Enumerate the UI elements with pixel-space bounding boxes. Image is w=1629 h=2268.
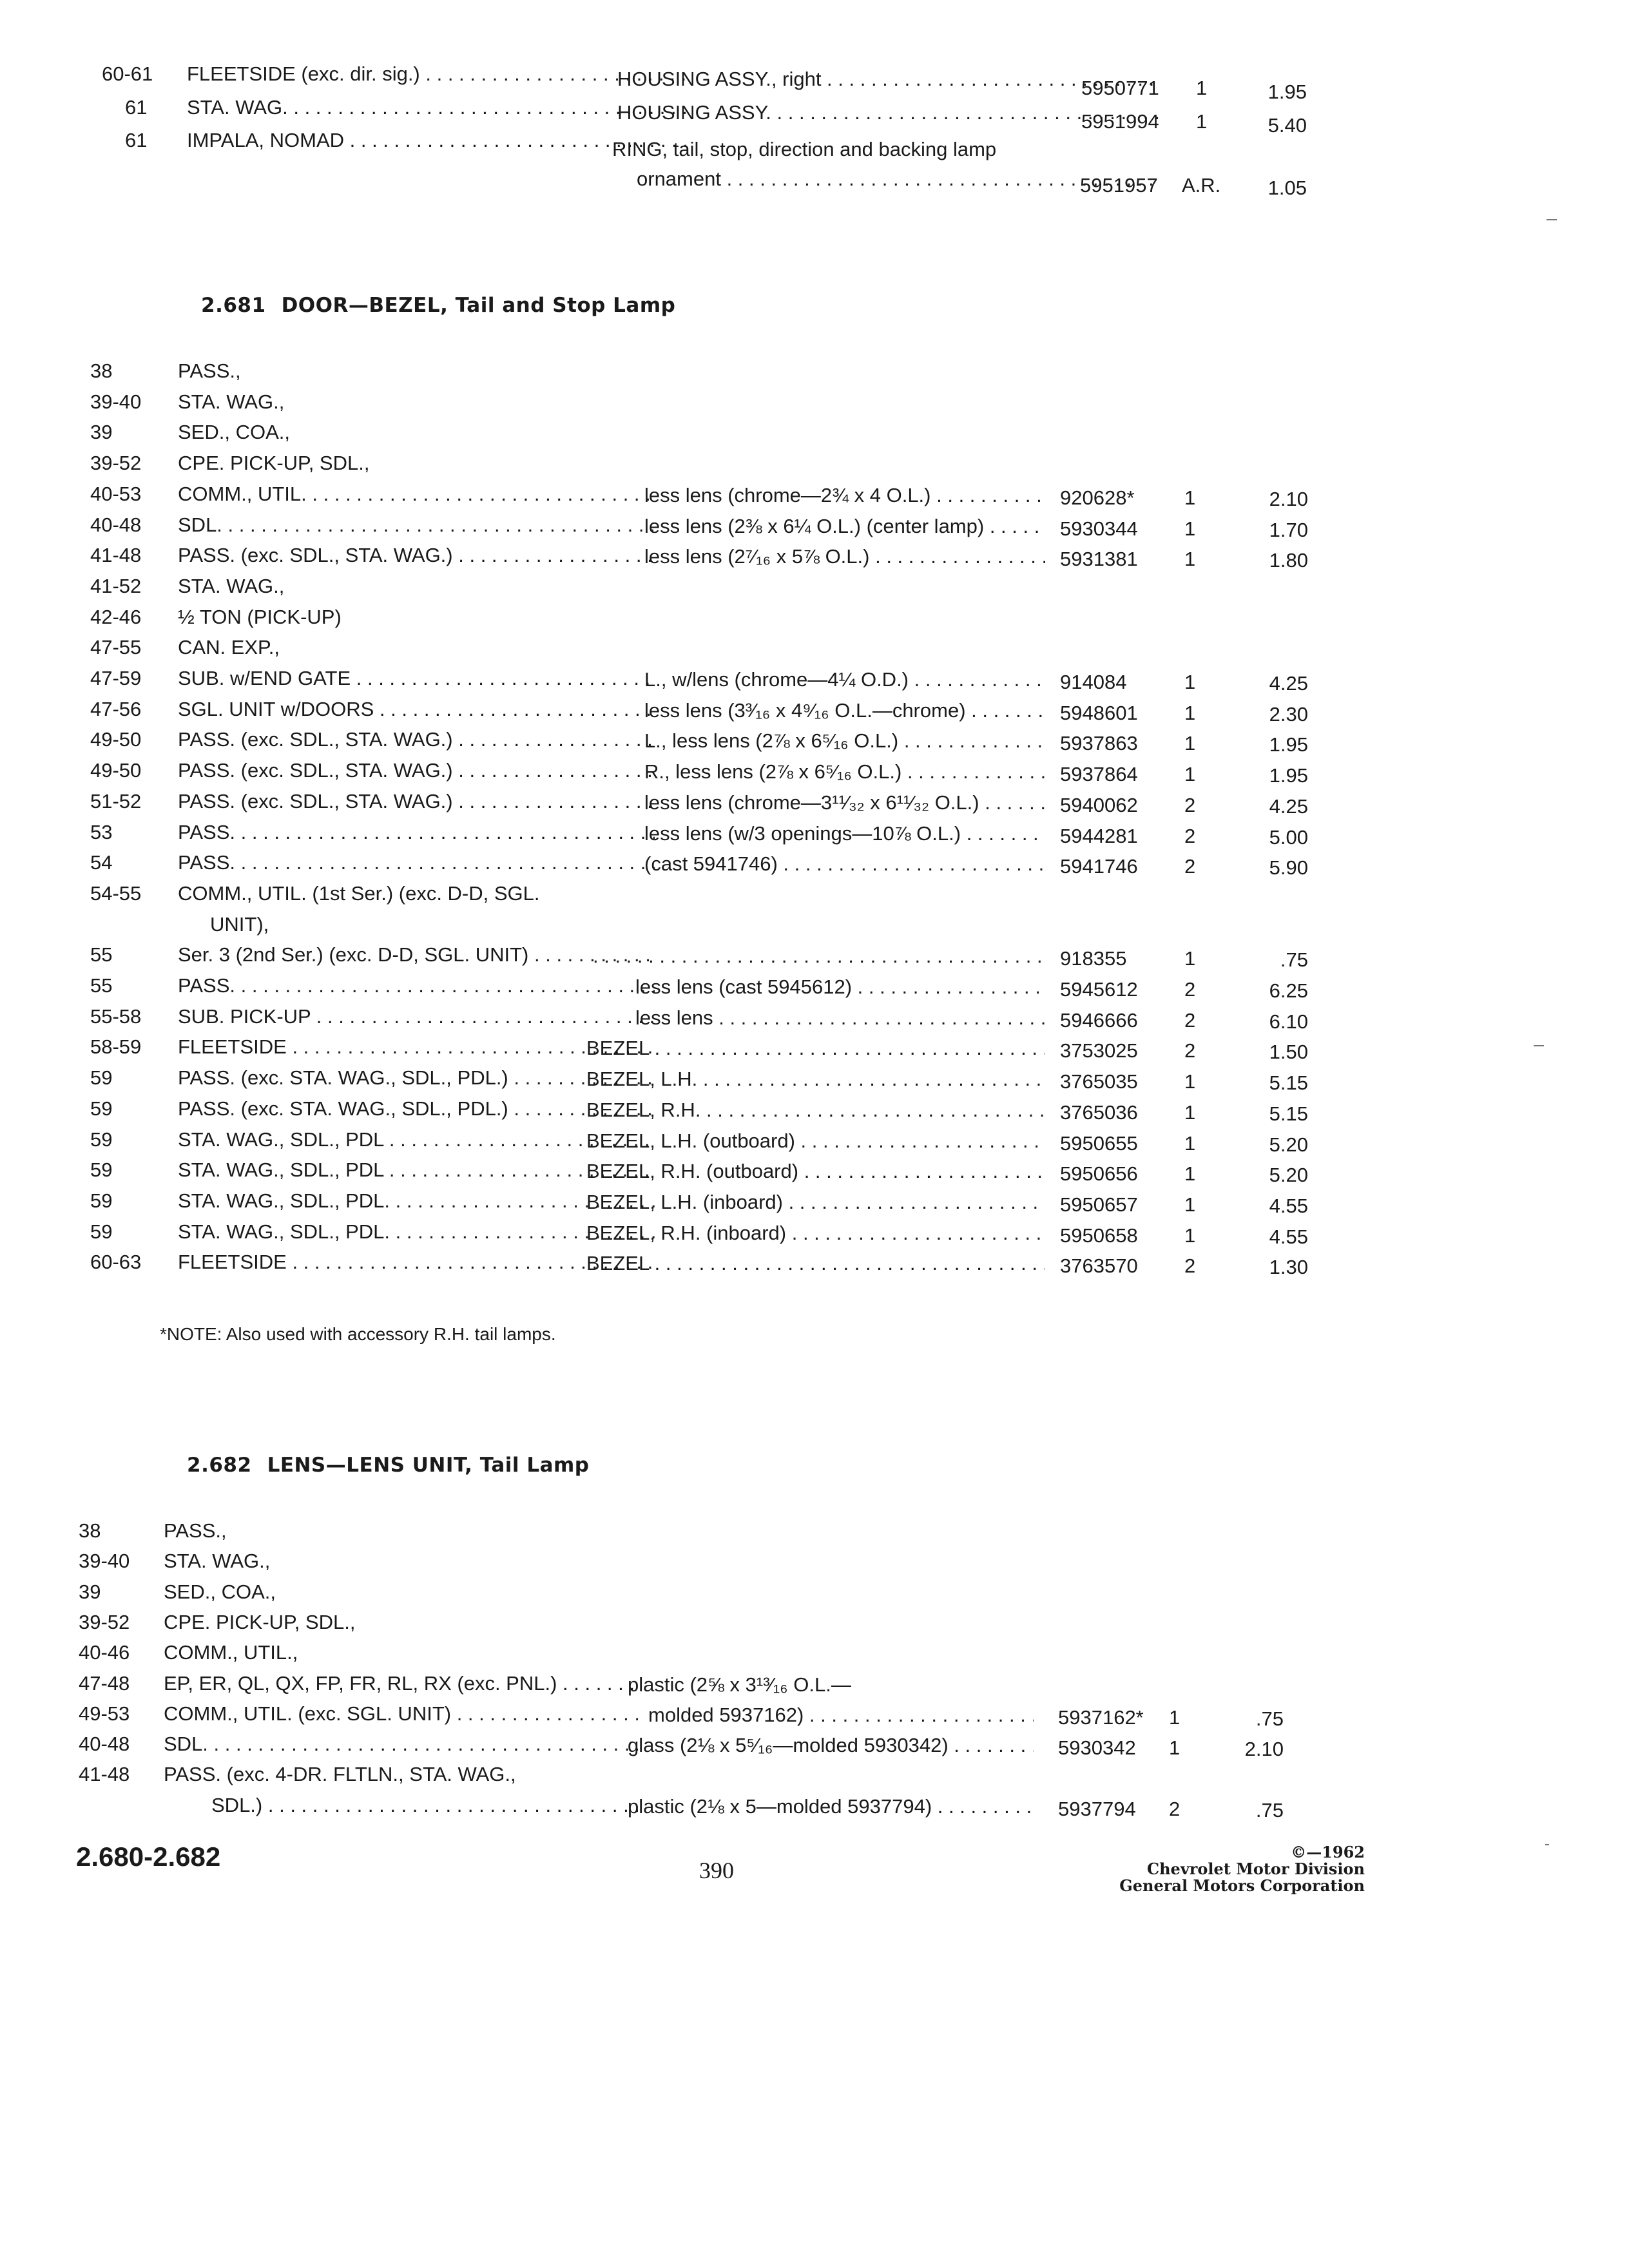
year-cell: 40-48	[90, 513, 142, 536]
desc-cell: R., less lens (2⅞ x 6⁵⁄₁₆ O.L.) . . .	[644, 759, 1045, 785]
footnote: *NOTE: Also used with accessory R.H. tail lamps.	[160, 1324, 556, 1344]
desc-cell: less lens . . .	[635, 1005, 1045, 1031]
price-cell: 1.70	[1269, 518, 1308, 541]
model-cell: PASS. . . .	[178, 820, 655, 845]
quantity-cell: 1	[1184, 671, 1196, 693]
part-number-cell: 5950658	[1060, 1224, 1138, 1247]
model-cell: SDL.) . . .	[211, 1792, 638, 1818]
year-cell: 49-53	[79, 1702, 130, 1725]
desc-cell: plastic (2⅝ x 3¹³⁄₁₆ O.L.—	[628, 1673, 851, 1696]
year-cell: 39-40	[79, 1550, 130, 1573]
table-row	[90, 942, 1347, 974]
year-cell: 49-50	[90, 728, 142, 751]
section-heading	[187, 1454, 589, 1477]
model-cell: COMM., UTIL. . . .	[178, 481, 655, 507]
quantity-cell: 1	[1196, 110, 1208, 133]
model-cell: CAN. EXP.,	[178, 636, 280, 659]
quantity-cell: 1	[1184, 1162, 1196, 1186]
desc-cell: BEZEL, L.H. (inboard) . . .	[586, 1189, 1045, 1215]
model-cell: Ser. 3 (2nd Ser.) (exc. D-D, SGL. UNIT) . . .	[178, 942, 655, 968]
price-cell: 5.20	[1269, 1164, 1308, 1187]
desc-cell: less lens (2⁷⁄₁₆ x 5⅞ O.L.) . . .	[644, 544, 1045, 570]
part-number-cell: 5950656	[1060, 1162, 1138, 1186]
part-number-cell: 5937162*	[1058, 1706, 1144, 1729]
model-cell: PASS.,	[178, 360, 241, 382]
section-range: 2.680-2.682	[76, 1841, 221, 1872]
table-row	[90, 419, 1347, 452]
model-cell: CPE. PICK-UP, SDL.,	[178, 452, 370, 475]
model-cell: STA. WAG. . . .	[187, 95, 686, 120]
table-row	[79, 1640, 1335, 1672]
part-number-cell: 5945612	[1060, 978, 1138, 1001]
desc-cell: HOUSING ASSY. . . .	[617, 100, 1159, 126]
year-cell: 39	[90, 421, 113, 444]
table-row	[90, 758, 1347, 790]
desc-cell: ornament . . .	[637, 166, 1159, 192]
model-cell: PASS. . . .	[178, 973, 655, 999]
quantity-cell: 1	[1184, 1193, 1196, 1216]
table-row	[90, 881, 1347, 913]
table-row	[79, 1671, 1335, 1703]
model-cell: SUB. PICK-UP . . .	[178, 1004, 655, 1030]
quantity-cell: 2	[1184, 978, 1196, 1001]
quantity-cell: 2	[1184, 1254, 1196, 1278]
year-cell: 61	[125, 129, 148, 151]
model-cell: STA. WAG., SDL., PDL . . .	[178, 1157, 655, 1183]
year-cell: 54-55	[90, 881, 142, 905]
part-number-cell: 5937794	[1058, 1797, 1136, 1820]
year-cell: 61	[125, 96, 148, 119]
table-row	[90, 635, 1347, 667]
year-cell: 47-55	[90, 636, 142, 659]
quantity-cell: A.R.	[1182, 174, 1221, 197]
desc-cell: BEZEL, R.H. (outboard) . . .	[586, 1158, 1045, 1184]
margin-mark	[1534, 1045, 1544, 1046]
year-cell: 41-52	[90, 574, 142, 597]
part-number-cell: 3765035	[1060, 1070, 1138, 1093]
model-cell: EP, ER, QL, QX, FP, FR, RL, RX (exc. PNL.) . . .	[164, 1671, 638, 1696]
model-cell: SUB. w/END GATE . . .	[178, 666, 655, 691]
model-cell: CPE. PICK-UP, SDL.,	[164, 1610, 356, 1633]
quantity-cell: 1	[1196, 77, 1208, 99]
table-row	[90, 1219, 1347, 1251]
quantity-cell: 1	[1184, 701, 1196, 724]
quantity-cell: 1	[1184, 732, 1196, 755]
price-cell: 1.50	[1269, 1041, 1308, 1064]
table-row	[102, 166, 1326, 198]
model-cell: PASS. (exc. SDL., STA. WAG.) . . .	[178, 758, 655, 783]
section-number: 2.682	[187, 1454, 252, 1477]
desc-cell: L., less lens (2⅞ x 6⁵⁄₁₆ O.L.) . . .	[644, 728, 1045, 754]
year-cell: 59	[90, 1220, 113, 1243]
desc-cell: RING, tail, stop, direction and backing lamp	[612, 138, 997, 160]
table-row	[90, 543, 1347, 575]
table-row	[79, 1792, 1335, 1825]
desc-cell: BEZEL . . .	[586, 1035, 1045, 1061]
price-cell: 5.00	[1269, 825, 1308, 849]
desc-cell: BEZEL, L.H. (outboard) . . .	[586, 1128, 1045, 1154]
price-cell: 1.30	[1269, 1256, 1308, 1279]
model-cell: PASS. . . .	[178, 850, 655, 876]
table-row	[90, 1065, 1347, 1097]
desc-cell: molded 5937162) . . .	[648, 1702, 1034, 1728]
model-cell: UNIT),	[210, 912, 269, 936]
price-cell: 1.05	[1268, 177, 1307, 199]
table-row	[90, 850, 1347, 882]
quantity-cell: 1	[1169, 1706, 1181, 1729]
model-cell: FLEETSIDE . . .	[178, 1034, 655, 1060]
price-cell: 5.40	[1268, 114, 1307, 137]
desc-cell: BEZEL, R.H. . . .	[586, 1097, 1045, 1123]
part-number-cell: 5948601	[1060, 701, 1138, 724]
price-cell: 2.30	[1269, 702, 1308, 726]
table-row	[90, 666, 1347, 698]
publisher-block	[1095, 1844, 1365, 1894]
price-cell: .75	[1255, 1798, 1284, 1821]
quantity-cell: 2	[1184, 793, 1196, 816]
table-row	[90, 481, 1347, 514]
price-cell: 2.10	[1269, 487, 1308, 510]
year-cell: 39-52	[90, 452, 142, 475]
corporation: General Motors Corporation	[1119, 1876, 1365, 1895]
desc-cell: less lens (cast 5945612) . . .	[635, 974, 1045, 1000]
quantity-cell: 1	[1184, 517, 1196, 540]
quantity-cell: 1	[1184, 548, 1196, 571]
quantity-cell: 2	[1184, 855, 1196, 878]
model-cell: STA. WAG.,	[178, 390, 285, 413]
table-row	[90, 1188, 1347, 1220]
section-title: DOOR—BEZEL, Tail and Stop Lamp	[281, 294, 676, 317]
desc-cell: BEZEL . . .	[586, 1251, 1045, 1276]
quantity-cell: 1	[1169, 1736, 1181, 1760]
table-row	[90, 358, 1347, 390]
table-row	[102, 128, 1326, 160]
year-cell: 42-46	[90, 605, 142, 628]
year-cell: 59	[90, 1097, 113, 1120]
table-row	[90, 973, 1347, 1005]
desc-cell: HOUSING ASSY., right . . .	[617, 66, 1159, 92]
part-number-cell: 5951957	[1080, 174, 1158, 197]
model-cell: STA. WAG.,	[164, 1550, 271, 1573]
table-row	[79, 1518, 1335, 1550]
margin-mark	[1547, 219, 1557, 220]
year-cell: 60-63	[90, 1251, 142, 1274]
price-cell: 4.55	[1269, 1194, 1308, 1217]
year-cell: 58-59	[90, 1035, 142, 1059]
desc-cell: BEZEL, R.H. (inboard) . . .	[586, 1220, 1045, 1246]
quantity-cell: 1	[1184, 947, 1196, 970]
price-cell: 1.95	[1269, 733, 1308, 756]
model-cell: FLEETSIDE (exc. dir. sig.) . . .	[187, 61, 686, 87]
model-cell: PASS. (exc. SDL., STA. WAG.) . . .	[178, 789, 655, 814]
part-number-cell: 918355	[1060, 947, 1127, 970]
quantity-cell: 1	[1184, 763, 1196, 786]
model-cell: PASS. (exc. SDL., STA. WAG.) . . .	[178, 727, 655, 753]
model-cell: STA. WAG., SDL., PDL. . . .	[178, 1188, 655, 1214]
table-row	[90, 604, 1347, 637]
price-cell: 6.10	[1269, 1010, 1308, 1033]
model-cell: IMPALA, NOMAD . . .	[187, 128, 686, 153]
table-row	[79, 1762, 1335, 1794]
year-cell: 39-52	[79, 1610, 130, 1633]
part-number-cell: 3763570	[1060, 1254, 1138, 1278]
desc-cell: (cast 5941746) . . .	[644, 851, 1045, 877]
part-number-cell: 5941746	[1060, 855, 1138, 878]
price-cell: 5.90	[1269, 856, 1308, 879]
table-row	[90, 1157, 1347, 1189]
table-row	[90, 1004, 1347, 1036]
desc-cell: plastic (2⅛ x 5—molded 5937794) . . .	[628, 1794, 1034, 1820]
part-number-cell: 3753025	[1060, 1039, 1138, 1062]
part-number-cell: 5940062	[1060, 793, 1138, 816]
table-row	[90, 697, 1347, 729]
year-cell: 47-56	[90, 697, 142, 720]
part-number-cell: 5937864	[1060, 763, 1138, 786]
part-number-cell: 3765036	[1060, 1100, 1138, 1124]
year-cell: 47-59	[90, 667, 142, 689]
year-cell: 38	[79, 1519, 101, 1542]
table-row	[90, 573, 1347, 606]
price-cell: 1.80	[1269, 549, 1308, 572]
table-row	[90, 1127, 1347, 1159]
quantity-cell: 2	[1184, 1008, 1196, 1032]
year-cell: 59	[90, 1189, 113, 1212]
year-cell: 59	[90, 1158, 113, 1182]
model-cell: STA. WAG.,	[178, 574, 285, 597]
year-cell: 59	[90, 1066, 113, 1090]
desc-cell: glass (2⅛ x 5⁵⁄₁₆—molded 5930342) . . .	[628, 1733, 1034, 1758]
part-number-cell: 5930344	[1060, 517, 1138, 540]
year-cell: 39	[79, 1580, 101, 1603]
year-cell: 55-58	[90, 1004, 142, 1028]
desc-cell: less lens (3³⁄₁₆ x 4⁹⁄₁₆ O.L.—chrome) . . .	[644, 698, 1045, 724]
model-cell: SED., COA.,	[164, 1580, 276, 1603]
table-row	[90, 512, 1347, 544]
model-cell: PASS.,	[164, 1519, 227, 1542]
model-cell: PASS. (exc. SDL., STA. WAG.) . . .	[178, 543, 655, 568]
year-cell: 41-48	[90, 544, 142, 567]
part-number-cell: 5950657	[1060, 1193, 1138, 1216]
year-cell: 41-48	[79, 1763, 130, 1786]
quantity-cell: 2	[1184, 1039, 1196, 1062]
part-number-cell: 5937863	[1060, 732, 1138, 755]
price-cell: .75	[1255, 1707, 1284, 1730]
part-number-cell: 914084	[1060, 671, 1127, 693]
quantity-cell: 1	[1184, 1224, 1196, 1247]
desc-cell: BEZEL, L.H. . . .	[586, 1066, 1045, 1092]
table-row	[102, 95, 1326, 137]
table-row	[90, 789, 1347, 821]
model-cell: SDL. . . .	[164, 1731, 638, 1757]
table-row	[90, 912, 1347, 944]
section-number: 2.681	[201, 294, 266, 317]
quantity-cell: 1	[1184, 1070, 1196, 1093]
price-cell: 5.15	[1269, 1102, 1308, 1125]
part-number-cell: 5950655	[1060, 1131, 1138, 1155]
year-cell: 55	[90, 943, 113, 966]
part-number-cell: 5946666	[1060, 1008, 1138, 1032]
model-cell: COMM., UTIL. (exc. SGL. UNIT) . . .	[164, 1701, 638, 1727]
year-cell: 59	[90, 1128, 113, 1151]
quantity-cell: 1	[1184, 486, 1196, 509]
table-row	[79, 1548, 1335, 1581]
price-cell: 4.25	[1269, 672, 1308, 695]
division: Chevrolet Motor Division	[1147, 1860, 1365, 1878]
model-cell: STA. WAG., SDL., PDL. . . .	[178, 1219, 655, 1245]
price-cell: 6.25	[1269, 979, 1308, 1002]
price-cell: .75	[1280, 948, 1308, 972]
table-row	[90, 1034, 1347, 1066]
section-heading	[201, 294, 675, 317]
price-cell: 2.10	[1244, 1738, 1284, 1761]
part-number-cell: 5951994	[1081, 110, 1159, 133]
part-number-cell: 5930342	[1058, 1736, 1136, 1760]
margin-mark	[1545, 1844, 1549, 1845]
model-cell: PASS. (exc. 4-DR. FLTLN., STA. WAG.,	[164, 1763, 516, 1786]
year-cell: 47-48	[79, 1671, 130, 1695]
desc-cell	[593, 943, 1045, 969]
year-cell: 53	[90, 820, 113, 843]
model-cell: COMM., UTIL.,	[164, 1641, 298, 1664]
table-row	[79, 1579, 1335, 1611]
year-cell: 39-40	[90, 390, 142, 413]
year-cell: 55	[90, 974, 113, 997]
year-cell: 38	[90, 360, 113, 382]
model-cell: COMM., UTIL. (1st Ser.) (exc. D-D, SGL.	[178, 881, 540, 905]
model-cell: SGL. UNIT w/DOORS . . .	[178, 697, 655, 722]
model-cell: PASS. (exc. STA. WAG., SDL., PDL.) . . .	[178, 1096, 655, 1122]
table-row	[79, 1701, 1335, 1733]
part-number-cell: 5950771	[1081, 77, 1159, 99]
table-row	[90, 1249, 1347, 1282]
section-title: LENS—LENS UNIT, Tail Lamp	[267, 1454, 590, 1477]
desc-cell: less lens (chrome—2¾ x 4 O.L.) . . .	[644, 483, 1045, 508]
table-row	[90, 389, 1347, 421]
model-cell: FLEETSIDE . . .	[178, 1249, 655, 1275]
quantity-cell: 2	[1169, 1797, 1181, 1820]
year-cell: 60-61	[102, 62, 153, 85]
desc-cell: less lens (w/3 openings—10⅞ O.L.) . . .	[644, 821, 1045, 847]
model-cell: STA. WAG., SDL., PDL . . .	[178, 1127, 655, 1153]
table-row	[90, 450, 1347, 483]
price-cell: 1.95	[1268, 81, 1307, 103]
copyright: ©—1962	[1291, 1843, 1365, 1861]
year-cell: 54	[90, 851, 113, 874]
table-row	[79, 1610, 1335, 1642]
desc-cell: less lens (chrome—3¹¹⁄₃₂ x 6¹¹⁄₃₂ O.L.) . . .	[644, 790, 1045, 816]
table-row	[79, 1731, 1335, 1763]
price-cell: 5.15	[1269, 1072, 1308, 1095]
year-cell: 49-50	[90, 759, 142, 782]
desc-cell: L., w/lens (chrome—4¼ O.D.) . . .	[644, 667, 1045, 693]
table-row	[90, 727, 1347, 759]
quantity-cell: 1	[1184, 1131, 1196, 1155]
part-number-cell: 920628*	[1060, 486, 1135, 509]
model-cell: ½ TON (PICK-UP)	[178, 605, 342, 628]
table-row	[102, 61, 1326, 103]
quantity-cell: 2	[1184, 824, 1196, 847]
model-cell: PASS. (exc. STA. WAG., SDL., PDL.) . . .	[178, 1065, 655, 1091]
page-number: 390	[699, 1858, 734, 1883]
year-cell: 40-48	[79, 1733, 130, 1756]
price-cell: 1.95	[1269, 764, 1308, 787]
year-cell: 40-53	[90, 482, 142, 505]
price-cell: 5.20	[1269, 1133, 1308, 1156]
model-cell: SED., COA.,	[178, 421, 290, 444]
part-number-cell: 5944281	[1060, 824, 1138, 847]
year-cell: 40-46	[79, 1641, 130, 1664]
price-cell: 4.55	[1269, 1225, 1308, 1248]
year-cell: 51-52	[90, 789, 142, 812]
table-row	[90, 1096, 1347, 1128]
desc-cell: less lens (2⅜ x 6¼ O.L.) (center lamp) . . .	[644, 514, 1045, 539]
part-number-cell: 5931381	[1060, 548, 1138, 571]
table-row	[90, 820, 1347, 852]
quantity-cell: 1	[1184, 1100, 1196, 1124]
price-cell: 4.25	[1269, 794, 1308, 818]
model-cell: SDL. . . .	[178, 512, 655, 538]
